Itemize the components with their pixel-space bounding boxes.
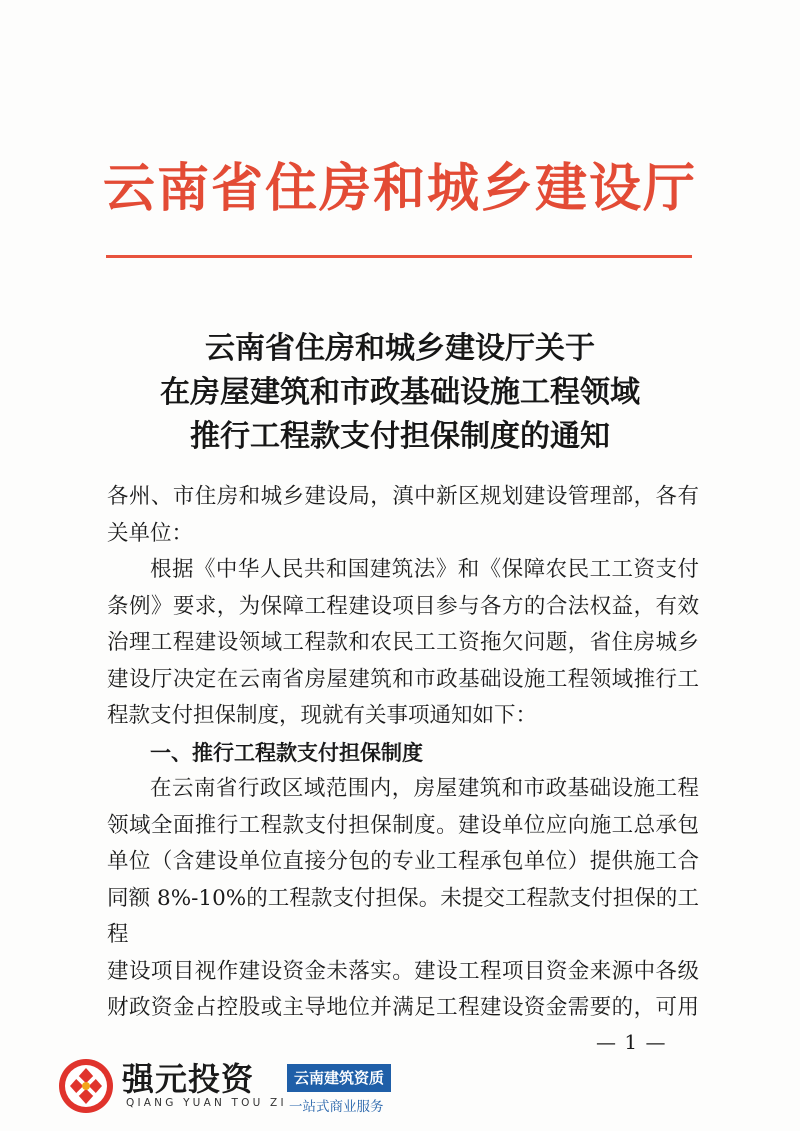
document-body [107,479,699,1027]
page-number: — 1 — [596,1030,667,1054]
brand-badge: 云南建筑资质 [287,1064,391,1092]
paragraph-line: 治理工程建设领域工程款和农民工工资拖欠问题，省住房城乡 [107,630,699,655]
addressee-line: 关单位： [107,520,194,546]
issuing-authority-header: 云南省住房和城乡建设厅 [102,159,697,219]
brand-logo-icon [56,1056,116,1116]
title-line: 推行工程款支付担保制度的通知 [190,419,610,454]
brand-tagline: 一站式商业服务 [289,1099,384,1115]
paragraph-line: 程款支付担保制度，现就有关事项通知如下： [107,703,538,728]
brand-name-en: QIANG YUAN TOU ZI [126,1097,287,1109]
paragraph-line: 领域全面推行工程款支付担保制度。建设单位应向施工总承包 [107,812,699,838]
addressee-line: 各州、市住房和城乡建设局，滇中新区规划建设管理部，各有 [107,484,699,509]
paragraph-line: 建设厅决定在云南省房屋建筑和市政基础设施工程领域推行工 [107,666,699,692]
paragraph-line: 条例》要求，为保障工程建设项目参与各方的合法权益，有效 [107,593,699,619]
section-heading: 一、推行工程款支付担保制度 [150,740,423,765]
paragraph-line: 单位（含建设单位直接分包的专业工程承包单位）提供施工合 [107,849,699,874]
brand-name-cn: 强元投资 [122,1060,255,1098]
watermark-logo [56,1052,416,1124]
red-divider-line [106,255,692,258]
paragraph-line: 在云南省行政区域范围内，房屋建筑和市政基础设施工程 [150,776,699,801]
paragraph-line: 财政资金占控股或主导地位并满足工程建设资金需要的，可用 [107,995,699,1020]
title-line: 云南省住房和城乡建设厅关于 [205,331,595,366]
paragraph-line: 根据《中华人民共和国建筑法》和《保障农民工工资支付 [150,557,699,582]
document-title [0,327,800,459]
paragraph-line: 建设项目视作建设资金未落实。建设工程项目资金来源中各级 [107,958,699,984]
title-line: 在房屋建筑和市政基础设施工程领域 [160,375,640,410]
paragraph-line: 同额 8%-10%的工程款支付担保。未提交工程款支付担保的工程 [107,885,699,947]
